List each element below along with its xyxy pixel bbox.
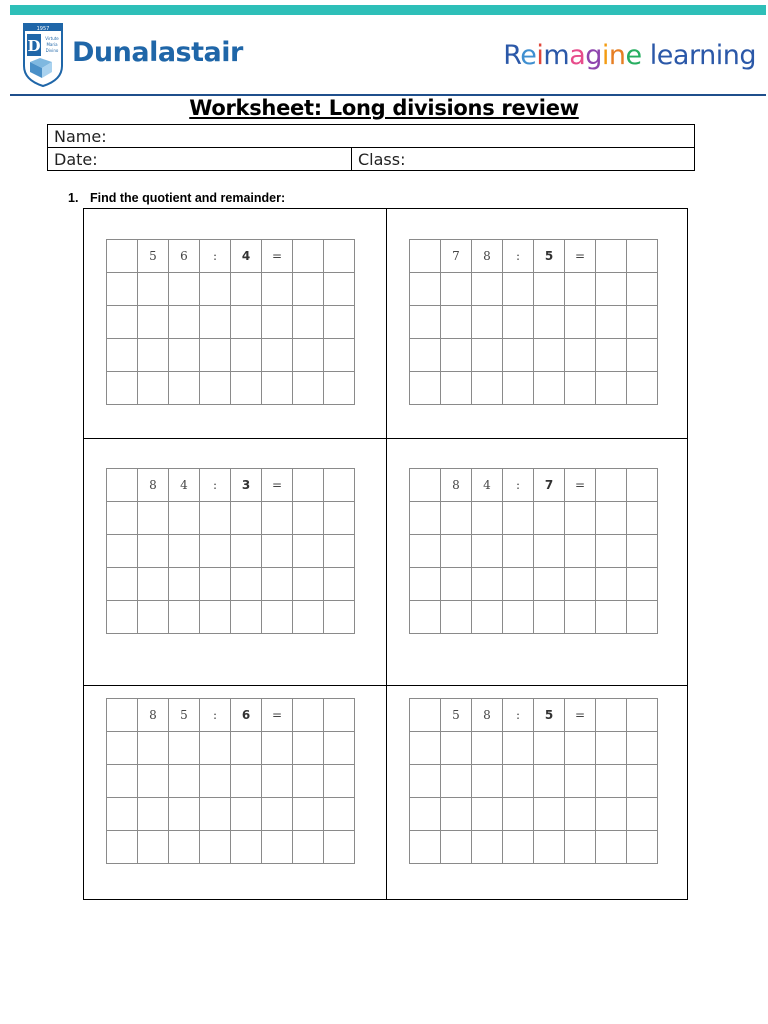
answer-cell[interactable] xyxy=(503,339,534,372)
answer-cell[interactable] xyxy=(596,732,627,765)
tagline-letter: i xyxy=(536,40,544,71)
answer-cell[interactable] xyxy=(627,240,658,273)
answer-cell[interactable] xyxy=(200,765,231,798)
answer-cell[interactable] xyxy=(503,601,534,634)
problem-eq: = xyxy=(262,469,293,502)
answer-cell[interactable] xyxy=(293,339,324,372)
answer-cell[interactable] xyxy=(565,273,596,306)
tagline-letter: a xyxy=(569,40,586,71)
answer-cell[interactable] xyxy=(534,502,565,535)
answer-cell[interactable] xyxy=(231,273,262,306)
answer-cell[interactable] xyxy=(107,469,138,502)
answer-cell[interactable] xyxy=(138,306,169,339)
answer-cell[interactable] xyxy=(410,372,441,405)
answer-cell[interactable] xyxy=(565,372,596,405)
answer-cell[interactable] xyxy=(169,765,200,798)
date-label: Date: xyxy=(54,149,98,169)
answer-cell[interactable] xyxy=(107,372,138,405)
answer-cell[interactable] xyxy=(627,372,658,405)
problem-divisor: 4 xyxy=(231,240,262,273)
answer-cell[interactable] xyxy=(169,831,200,864)
answer-cell[interactable] xyxy=(627,601,658,634)
tagline-letter: a xyxy=(672,40,689,71)
problem-eq: = xyxy=(565,469,596,502)
answer-cell[interactable] xyxy=(138,273,169,306)
answer-cell[interactable] xyxy=(565,831,596,864)
answer-cell[interactable] xyxy=(596,273,627,306)
answer-cell[interactable] xyxy=(293,306,324,339)
problem-eq: = xyxy=(565,240,596,273)
answer-cell[interactable] xyxy=(441,306,472,339)
answer-cell[interactable] xyxy=(627,339,658,372)
accent-bar xyxy=(10,5,766,15)
problem-d1: 5 xyxy=(138,240,169,273)
answer-cell[interactable] xyxy=(324,240,355,273)
division-problem-grid xyxy=(409,698,665,864)
answer-cell[interactable] xyxy=(472,535,503,568)
logo-motto-2: Maria xyxy=(46,42,58,47)
problem-divisor: 5 xyxy=(534,240,565,273)
brand-name: Dunalastair xyxy=(72,37,243,68)
answer-cell[interactable] xyxy=(231,765,262,798)
answer-cell[interactable] xyxy=(503,502,534,535)
tagline-letter: m xyxy=(543,40,570,71)
answer-cell[interactable] xyxy=(503,306,534,339)
answer-cell[interactable] xyxy=(107,502,138,535)
answer-cell[interactable] xyxy=(293,568,324,601)
answer-cell[interactable] xyxy=(565,798,596,831)
answer-cell[interactable] xyxy=(200,306,231,339)
answer-cell[interactable] xyxy=(410,699,441,732)
answer-cell[interactable] xyxy=(410,732,441,765)
answer-cell[interactable] xyxy=(231,306,262,339)
answer-cell[interactable] xyxy=(324,469,355,502)
answer-cell[interactable] xyxy=(138,798,169,831)
answer-cell[interactable] xyxy=(262,601,293,634)
answer-cell[interactable] xyxy=(293,535,324,568)
answer-cell[interactable] xyxy=(324,798,355,831)
answer-cell[interactable] xyxy=(324,699,355,732)
answer-cell[interactable] xyxy=(169,502,200,535)
worksheet-title: Worksheet: Long divisions review xyxy=(189,96,579,120)
answer-cell[interactable] xyxy=(627,765,658,798)
answer-cell[interactable] xyxy=(534,273,565,306)
problem-op: : xyxy=(200,699,231,732)
problem-d2: 8 xyxy=(472,699,503,732)
tagline-letter: e xyxy=(625,40,642,71)
answer-cell[interactable] xyxy=(534,306,565,339)
answer-cell[interactable] xyxy=(262,306,293,339)
answer-cell[interactable] xyxy=(107,765,138,798)
problem-divisor: 7 xyxy=(534,469,565,502)
answer-cell[interactable] xyxy=(200,502,231,535)
answer-cell[interactable] xyxy=(324,732,355,765)
answer-cell[interactable] xyxy=(627,306,658,339)
problem-d1: 8 xyxy=(441,469,472,502)
answer-cell[interactable] xyxy=(534,601,565,634)
answer-cell[interactable] xyxy=(262,765,293,798)
answer-cell[interactable] xyxy=(503,372,534,405)
tagline-letter: n xyxy=(699,40,716,71)
answer-cell[interactable] xyxy=(441,568,472,601)
answer-cell[interactable] xyxy=(324,765,355,798)
tagline-letter: e xyxy=(520,40,537,71)
answer-cell[interactable] xyxy=(293,469,324,502)
answer-cell[interactable] xyxy=(324,502,355,535)
logo-motto-1: Virtute xyxy=(45,36,59,41)
problem-divisor: 6 xyxy=(231,699,262,732)
answer-cell[interactable] xyxy=(410,273,441,306)
answer-cell[interactable] xyxy=(627,535,658,568)
answer-cell[interactable] xyxy=(410,306,441,339)
problems-grid xyxy=(83,208,688,900)
answer-cell[interactable] xyxy=(293,831,324,864)
answer-cell[interactable] xyxy=(324,601,355,634)
answer-cell[interactable] xyxy=(596,469,627,502)
answer-cell[interactable] xyxy=(262,339,293,372)
answer-cell[interactable] xyxy=(262,273,293,306)
question-number: 1. xyxy=(68,191,79,205)
answer-cell[interactable] xyxy=(534,568,565,601)
problem-d1: 7 xyxy=(441,240,472,273)
answer-cell[interactable] xyxy=(169,535,200,568)
answer-cell[interactable] xyxy=(441,502,472,535)
division-problem-grid xyxy=(106,698,362,864)
answer-cell[interactable] xyxy=(107,535,138,568)
problem-eq: = xyxy=(565,699,596,732)
answer-cell[interactable] xyxy=(627,469,658,502)
answer-cell[interactable] xyxy=(200,831,231,864)
answer-cell[interactable] xyxy=(441,601,472,634)
answer-cell[interactable] xyxy=(472,372,503,405)
answer-cell[interactable] xyxy=(262,831,293,864)
division-problem-grid xyxy=(409,239,665,405)
answer-cell[interactable] xyxy=(169,568,200,601)
problem-op: : xyxy=(503,240,534,273)
answer-cell[interactable] xyxy=(472,601,503,634)
problem-divisor: 3 xyxy=(231,469,262,502)
answer-cell[interactable] xyxy=(169,732,200,765)
name-field[interactable] xyxy=(48,125,695,148)
school-shield-logo-icon xyxy=(22,22,64,88)
answer-cell[interactable] xyxy=(596,372,627,405)
problem-divisor: 5 xyxy=(534,699,565,732)
svg-text:D: D xyxy=(27,37,41,55)
answer-cell[interactable] xyxy=(472,502,503,535)
answer-cell[interactable] xyxy=(503,732,534,765)
grid-horizontal-divider xyxy=(84,438,687,439)
division-problem-grid xyxy=(409,468,665,634)
answer-cell[interactable] xyxy=(200,568,231,601)
answer-cell[interactable] xyxy=(293,765,324,798)
answer-cell[interactable] xyxy=(472,831,503,864)
answer-cell[interactable] xyxy=(596,699,627,732)
problem-d2: 4 xyxy=(472,469,503,502)
answer-cell[interactable] xyxy=(138,732,169,765)
answer-cell[interactable] xyxy=(534,372,565,405)
answer-cell[interactable] xyxy=(200,339,231,372)
answer-cell[interactable] xyxy=(596,535,627,568)
answer-cell[interactable] xyxy=(534,831,565,864)
answer-cell[interactable] xyxy=(324,568,355,601)
answer-cell[interactable] xyxy=(565,732,596,765)
problem-d1: 8 xyxy=(138,469,169,502)
answer-cell[interactable] xyxy=(503,765,534,798)
answer-cell[interactable] xyxy=(627,798,658,831)
answer-cell[interactable] xyxy=(169,372,200,405)
answer-cell[interactable] xyxy=(565,535,596,568)
answer-cell[interactable] xyxy=(627,273,658,306)
answer-cell[interactable] xyxy=(231,535,262,568)
answer-cell[interactable] xyxy=(107,240,138,273)
answer-cell[interactable] xyxy=(231,798,262,831)
answer-cell[interactable] xyxy=(293,601,324,634)
answer-cell[interactable] xyxy=(472,765,503,798)
answer-cell[interactable] xyxy=(472,306,503,339)
answer-cell[interactable] xyxy=(534,732,565,765)
answer-cell[interactable] xyxy=(169,339,200,372)
answer-cell[interactable] xyxy=(324,831,355,864)
tagline-letter: e xyxy=(656,40,673,71)
answer-cell[interactable] xyxy=(293,798,324,831)
answer-cell[interactable] xyxy=(410,339,441,372)
answer-cell[interactable] xyxy=(231,502,262,535)
answer-cell[interactable] xyxy=(441,831,472,864)
answer-cell[interactable] xyxy=(441,765,472,798)
answer-cell[interactable] xyxy=(441,339,472,372)
answer-cell[interactable] xyxy=(596,601,627,634)
answer-cell[interactable] xyxy=(596,306,627,339)
answer-cell[interactable] xyxy=(107,601,138,634)
tagline-letter: r xyxy=(688,40,700,71)
answer-cell[interactable] xyxy=(293,732,324,765)
logo-motto-3: Divino xyxy=(45,48,59,53)
answer-cell[interactable] xyxy=(138,765,169,798)
answer-cell[interactable] xyxy=(231,339,262,372)
answer-cell[interactable] xyxy=(565,339,596,372)
answer-cell[interactable] xyxy=(262,502,293,535)
tagline-letter: R xyxy=(503,40,521,71)
answer-cell[interactable] xyxy=(262,732,293,765)
answer-cell[interactable] xyxy=(596,798,627,831)
answer-cell[interactable] xyxy=(503,273,534,306)
answer-cell[interactable] xyxy=(472,339,503,372)
answer-cell[interactable] xyxy=(596,831,627,864)
answer-cell[interactable] xyxy=(262,372,293,405)
answer-cell[interactable] xyxy=(627,568,658,601)
answer-cell[interactable] xyxy=(565,306,596,339)
grid-horizontal-divider xyxy=(84,685,687,686)
answer-cell[interactable] xyxy=(169,306,200,339)
answer-cell[interactable] xyxy=(293,372,324,405)
answer-cell[interactable] xyxy=(107,568,138,601)
answer-cell[interactable] xyxy=(596,240,627,273)
problem-d1: 5 xyxy=(441,699,472,732)
answer-cell[interactable] xyxy=(231,831,262,864)
answer-cell[interactable] xyxy=(262,535,293,568)
answer-cell[interactable] xyxy=(200,798,231,831)
division-problem-grid xyxy=(106,468,362,634)
answer-cell[interactable] xyxy=(565,765,596,798)
answer-cell[interactable] xyxy=(627,831,658,864)
answer-cell[interactable] xyxy=(596,765,627,798)
class-field[interactable] xyxy=(352,148,695,171)
answer-cell[interactable] xyxy=(503,568,534,601)
answer-cell[interactable] xyxy=(596,339,627,372)
answer-cell[interactable] xyxy=(565,568,596,601)
answer-cell[interactable] xyxy=(534,765,565,798)
tagline-letter: l xyxy=(649,40,657,71)
problem-op: : xyxy=(200,240,231,273)
answer-cell[interactable] xyxy=(231,601,262,634)
answer-cell[interactable] xyxy=(534,535,565,568)
answer-cell[interactable] xyxy=(410,469,441,502)
student-info-table xyxy=(47,124,695,171)
problem-d2: 4 xyxy=(169,469,200,502)
problem-d2: 8 xyxy=(472,240,503,273)
answer-cell[interactable] xyxy=(107,339,138,372)
answer-cell[interactable] xyxy=(441,798,472,831)
answer-cell[interactable] xyxy=(441,535,472,568)
answer-cell[interactable] xyxy=(324,535,355,568)
tagline-letter: g xyxy=(585,40,602,71)
answer-cell[interactable] xyxy=(107,831,138,864)
answer-cell[interactable] xyxy=(107,798,138,831)
answer-cell[interactable] xyxy=(293,502,324,535)
tagline-letter xyxy=(642,40,650,71)
problem-eq: = xyxy=(262,699,293,732)
grid-vertical-divider xyxy=(386,209,387,899)
answer-cell[interactable] xyxy=(627,699,658,732)
answer-cell[interactable] xyxy=(169,601,200,634)
problem-eq: = xyxy=(262,240,293,273)
answer-cell[interactable] xyxy=(200,601,231,634)
problem-d1: 8 xyxy=(138,699,169,732)
answer-cell[interactable] xyxy=(200,372,231,405)
answer-cell[interactable] xyxy=(262,798,293,831)
answer-cell[interactable] xyxy=(410,240,441,273)
answer-cell[interactable] xyxy=(107,699,138,732)
tagline-letter: i xyxy=(601,40,609,71)
problem-op: : xyxy=(200,469,231,502)
tagline-letter: n xyxy=(722,40,740,71)
answer-cell[interactable] xyxy=(293,273,324,306)
answer-cell[interactable] xyxy=(138,831,169,864)
answer-cell[interactable] xyxy=(503,798,534,831)
answer-cell[interactable] xyxy=(169,798,200,831)
answer-cell[interactable] xyxy=(138,339,169,372)
date-field[interactable] xyxy=(48,148,352,171)
answer-cell[interactable] xyxy=(262,568,293,601)
answer-cell[interactable] xyxy=(169,273,200,306)
answer-cell[interactable] xyxy=(472,273,503,306)
answer-cell[interactable] xyxy=(107,273,138,306)
answer-cell[interactable] xyxy=(472,798,503,831)
answer-cell[interactable] xyxy=(410,831,441,864)
name-label: Name: xyxy=(54,126,107,146)
answer-cell[interactable] xyxy=(503,535,534,568)
answer-cell[interactable] xyxy=(138,502,169,535)
tagline-letter: g xyxy=(739,40,756,71)
answer-cell[interactable] xyxy=(293,240,324,273)
answer-cell[interactable] xyxy=(200,535,231,568)
answer-cell[interactable] xyxy=(138,372,169,405)
answer-cell[interactable] xyxy=(503,831,534,864)
problem-d2: 6 xyxy=(169,240,200,273)
answer-cell[interactable] xyxy=(472,568,503,601)
answer-cell[interactable] xyxy=(107,732,138,765)
answer-cell[interactable] xyxy=(410,502,441,535)
class-label: Class: xyxy=(358,149,406,169)
question-1 xyxy=(68,191,285,205)
answer-cell[interactable] xyxy=(138,535,169,568)
answer-cell[interactable] xyxy=(200,273,231,306)
problem-op: : xyxy=(503,699,534,732)
answer-cell[interactable] xyxy=(627,502,658,535)
answer-cell[interactable] xyxy=(107,306,138,339)
answer-cell[interactable] xyxy=(200,732,231,765)
answer-cell[interactable] xyxy=(472,732,503,765)
problem-op: : xyxy=(503,469,534,502)
answer-cell[interactable] xyxy=(596,568,627,601)
answer-cell[interactable] xyxy=(441,732,472,765)
answer-cell[interactable] xyxy=(138,568,169,601)
answer-cell[interactable] xyxy=(596,502,627,535)
answer-cell[interactable] xyxy=(410,568,441,601)
logo-year: 1957 xyxy=(36,26,50,32)
division-problem-grid xyxy=(106,239,362,405)
answer-cell[interactable] xyxy=(410,765,441,798)
answer-cell[interactable] xyxy=(441,273,472,306)
answer-cell[interactable] xyxy=(441,372,472,405)
problem-d2: 5 xyxy=(169,699,200,732)
answer-cell[interactable] xyxy=(324,372,355,405)
answer-cell[interactable] xyxy=(231,568,262,601)
answer-cell[interactable] xyxy=(565,502,596,535)
answer-cell[interactable] xyxy=(565,601,596,634)
answer-cell[interactable] xyxy=(410,535,441,568)
answer-cell[interactable] xyxy=(410,601,441,634)
tagline-letter: i xyxy=(715,40,723,71)
answer-cell[interactable] xyxy=(293,699,324,732)
answer-cell[interactable] xyxy=(231,372,262,405)
answer-cell[interactable] xyxy=(534,798,565,831)
answer-cell[interactable] xyxy=(324,273,355,306)
answer-cell[interactable] xyxy=(324,306,355,339)
answer-cell[interactable] xyxy=(138,601,169,634)
answer-cell[interactable] xyxy=(627,732,658,765)
answer-cell[interactable] xyxy=(534,339,565,372)
answer-cell[interactable] xyxy=(324,339,355,372)
answer-cell[interactable] xyxy=(231,732,262,765)
tagline xyxy=(503,40,756,71)
answer-cell[interactable] xyxy=(410,798,441,831)
tagline-letter: n xyxy=(608,40,626,71)
question-text: Find the quotient and remainder: xyxy=(90,191,286,205)
